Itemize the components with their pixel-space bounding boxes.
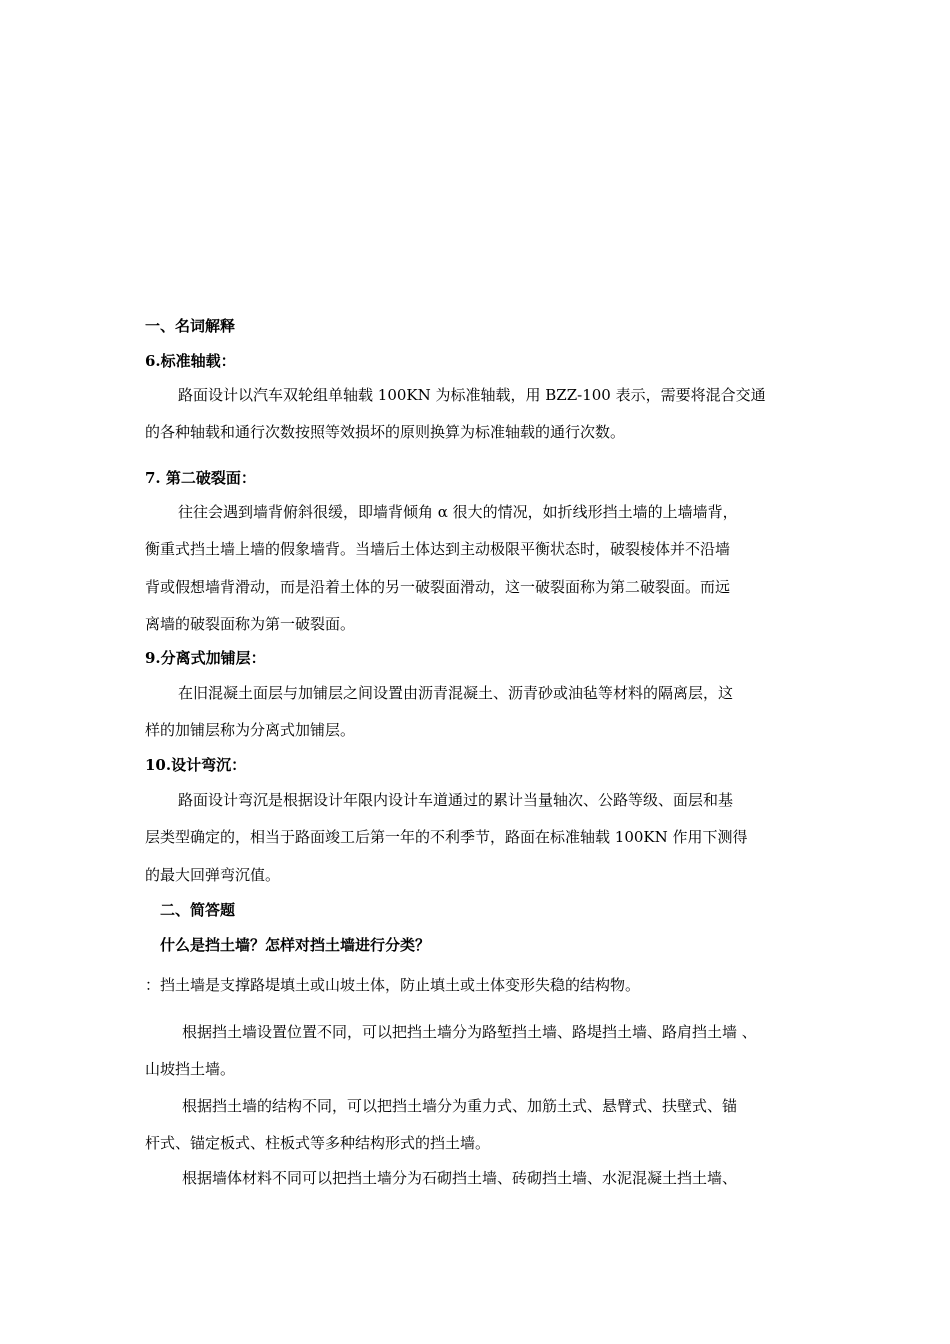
answer-paragraph-line: 杆式、锚定板式、柱板式等多种结构形式的挡土墙。 (145, 1134, 491, 1152)
term-text-line: 的各种轴载和通行次数按照等效损坏的原则换算为标准轴载的通行次数。 (145, 423, 626, 441)
term-text-line: 层类型确定的，相当于路面竣工后第一年的不利季节，路面在标准轴载 100KN 作用下测得 (145, 828, 748, 846)
answer-paragraph-line: 根据墙体材料不同可以把挡土墙分为石砌挡土墙、砖砌挡土墙、水泥混凝土挡土墙、 (182, 1169, 738, 1187)
term-text-line: 衡重式挡土墙上墙的假象墙背。当墙后土体达到主动极限平衡状态时，破裂棱体并不沿墙 (145, 540, 731, 558)
section-heading-definitions: 一、名词解释 (145, 317, 236, 335)
term-text-line: 往往会遇到墙背俯斜很缓，即墙背倾角 α 很大的情况，如折线形挡土墙的上墙墙背， (178, 503, 738, 521)
answer-paragraph-line: 山坡挡土墙。 (145, 1060, 236, 1078)
term-text-line: 样的加铺层称为分离式加铺层。 (145, 721, 356, 739)
answer-paragraph-line: 根据挡土墙的结构不同，可以把挡土墙分为重力式、加筋土式、悬臂式、扶壁式、锚 (182, 1097, 738, 1115)
term-text-line: 在旧混凝土面层与加铺层之间设置由沥青混凝土、沥青砂或油毡等材料的隔离层，这 (178, 684, 734, 702)
answer-paragraph-line: 根据挡土墙设置位置不同，可以把挡土墙分为路堑挡土墙、路堤挡土墙、路肩挡土墙 、 (182, 1023, 757, 1041)
term-text-line: 离墙的破裂面称为第一破裂面。 (145, 615, 356, 633)
answer-lead: ：挡土墙是支撑路堤填土或山坡土体，防止填土或土体变形失稳的结构物。 (145, 976, 641, 994)
term-title-separated-overlay: 9.分离式加铺层： (145, 649, 266, 667)
question-retaining-wall: 什么是挡土墙？怎样对挡土墙进行分类？ (160, 936, 431, 954)
term-text-line: 路面设计弯沉是根据设计年限内设计车道通过的累计当量轴次、公路等级、面层和基 (178, 791, 734, 809)
term-title-standard-axle-load: 6.标准轴载： (145, 352, 236, 370)
term-text-line: 的最大回弹弯沉值。 (145, 866, 281, 884)
term-text-line: 路面设计以汽车双轮组单轴载 100KN 为标准轴载，用 BZZ-100 表示，需要将混合交通 (178, 386, 766, 404)
term-title-second-failure-plane: 7. 第二破裂面： (145, 469, 256, 487)
term-title-design-deflection: 10.设计弯沉： (145, 756, 247, 774)
section-heading-short-answer: 二、简答题 (160, 901, 236, 919)
term-text-line: 背或假想墙背滑动，而是沿着土体的另一破裂面滑动，这一破裂面称为第二破裂面。而远 (145, 578, 731, 596)
